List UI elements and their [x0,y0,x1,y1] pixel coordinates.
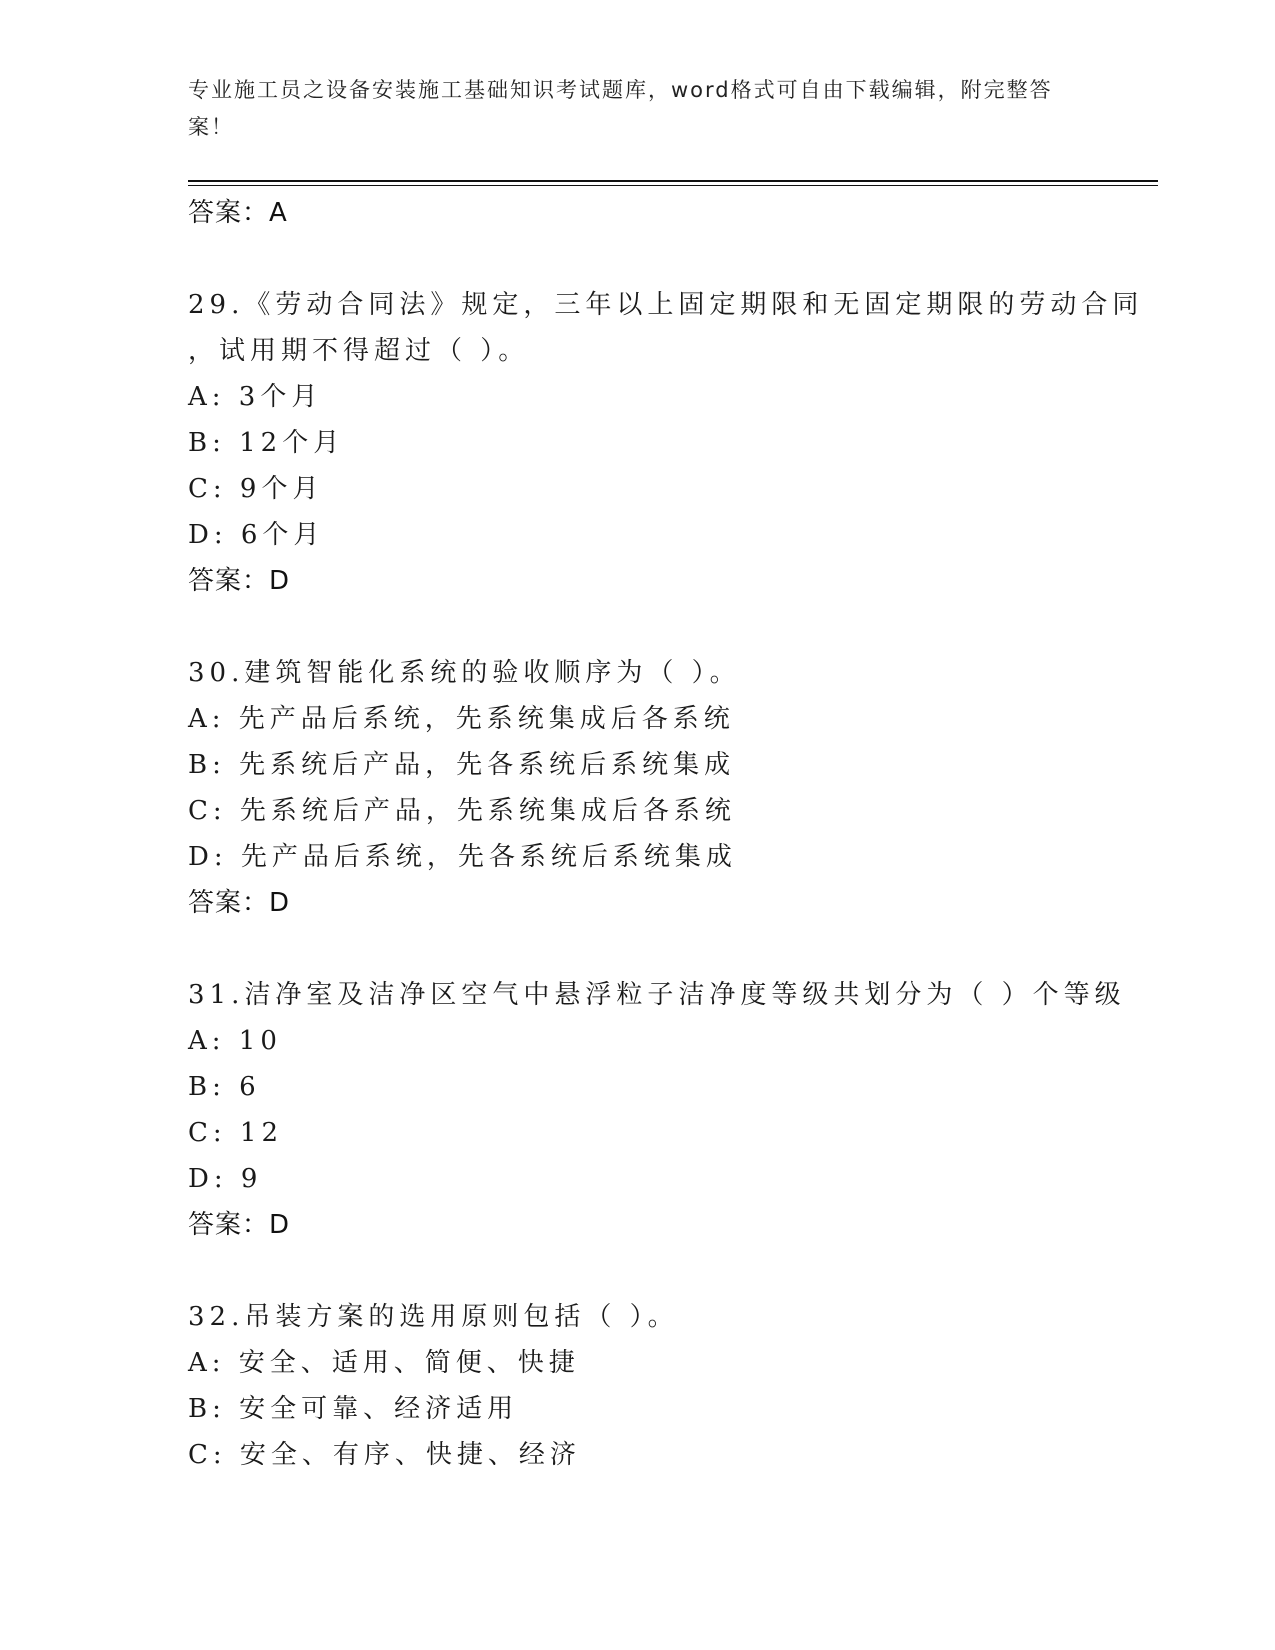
answer-line: 答案：D [188,566,291,596]
option-d: D: 先产品后系统，先各系统后系统集成 [188,842,737,872]
option-a: A: 3个月 [188,382,323,412]
question-block [188,650,1148,926]
question-block [188,282,1148,604]
option-c: C: 12 [188,1118,284,1148]
option-b: B: 安全可靠、经济适用 [188,1394,519,1424]
spacer [188,604,1148,650]
question-stem: 30.建筑智能化系统的验收顺序为（ ）。 [188,658,741,688]
spacer [188,926,1148,972]
answer-line: 答案：A [188,198,288,228]
header-divider-thin [188,185,1158,186]
page-header: 专业施工员之设备安装施工基础知识考试题库，word格式可自由下载编辑，附完整答案！ [188,78,1053,139]
option-b: B: 先系统后产品，先各系统后系统集成 [188,750,736,780]
option-b: B: 12个月 [188,428,345,458]
document-body [188,190,1148,1478]
option-c: C: 先系统后产品，先系统集成后各系统 [188,796,736,826]
option-c: C: 安全、有序、快捷、经济 [188,1440,581,1470]
option-a: A: 安全、适用、简便、快捷 [188,1348,580,1378]
question-block [188,1294,1148,1478]
option-d: D: 9 [188,1164,263,1194]
option-a: A: 先产品后系统，先系统集成后各系统 [188,704,735,734]
answer-line: 答案：D [188,1210,291,1240]
question-stem: ，试用期不得超过（ ）。 [188,336,530,366]
question-stem: 29.《劳动合同法》规定，三年以上固定期限和无固定期限的劳动合同 [188,290,1144,320]
header-divider-thick [188,180,1158,182]
spacer [188,236,1148,282]
option-a: A: 10 [188,1026,282,1056]
question-block [188,972,1148,1248]
spacer [188,1248,1148,1294]
question-stem: 31.洁净室及洁净区空气中悬浮粒子洁净度等级共划分为（ ）个等级 [188,980,1126,1010]
option-c: C: 9个月 [188,474,324,504]
option-b: B: 6 [188,1072,261,1102]
answer-line: 答案：D [188,888,291,918]
question-stem: 32.吊装方案的选用原则包括（ ）。 [188,1302,679,1332]
option-d: D: 6个月 [188,520,325,550]
